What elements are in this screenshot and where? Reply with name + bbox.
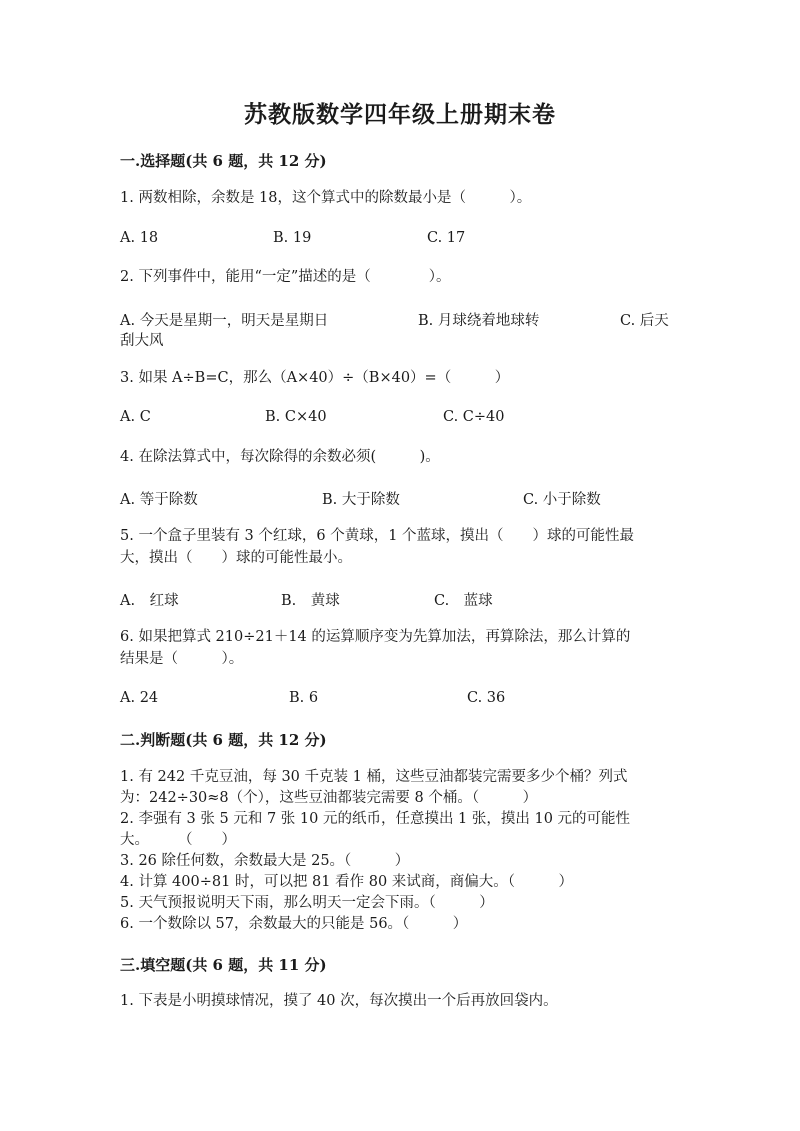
option-c: C. 36: [467, 690, 506, 706]
question-text-wrap: 大，摸出（ ）球的可能性最小。: [120, 550, 352, 566]
option-a: A. 今天是星期一，明天是星期日: [120, 313, 329, 329]
question-text: 5. 一个盒子里装有 3 个红球，6 个黄球，1 个蓝球，摸出（ ）球的可能性最: [120, 528, 635, 544]
option-a: A. 等于除数: [120, 492, 198, 508]
question-text-wrap: 结果是（ ）。: [120, 651, 244, 667]
option-b: B. 月球绕着地球转: [418, 313, 540, 329]
option-c: C. 蓝球: [434, 593, 493, 609]
judgment-line: 3. 26 除任何数，余数最大是 25。（ ）: [120, 853, 410, 869]
judgment-line: 5. 天气预报说明天下雨，那么明天一定会下雨。（ ）: [120, 895, 494, 911]
option-b: B. 6: [289, 690, 319, 706]
option-a: A. C: [120, 409, 151, 425]
option-a: A. 18: [120, 230, 159, 246]
question-text: 4. 在除法算式中，每次除得的余数必须( )。: [120, 449, 440, 465]
option-b: B. 大于除数: [322, 492, 400, 508]
fill-question-text: 1. 下表是小明摸球情况，摸了 40 次，每次摸出一个后再放回袋内。: [120, 993, 558, 1009]
page-title: 苏教版数学四年级上册期末卷: [244, 101, 556, 128]
option-c: C. 17: [427, 230, 466, 246]
option-b: B. 19: [273, 230, 312, 246]
option-a: A. 红球: [120, 593, 179, 609]
option-c: C. 后天: [620, 313, 669, 329]
judgment-line: 大。 （ ）: [120, 832, 236, 848]
option-b: B. 黄球: [281, 593, 340, 609]
option-b: B. C×40: [265, 409, 327, 425]
question-text: 1. 两数相除，余数是 18，这个算式中的除数最小是（ ）。: [120, 190, 532, 206]
section-heading-judgment: 二.判断题(共 6 题，共 12 分): [120, 731, 327, 749]
question-text: 3. 如果 A÷B=C，那么（A×40）÷（B×40）=（ ）: [120, 370, 510, 386]
section-heading-choice: 一.选择题(共 6 题，共 12 分): [120, 152, 327, 170]
judgment-line: 2. 李强有 3 张 5 元和 7 张 10 元的纸币，任意摸出 1 张，摸出 10 元的可能性: [120, 811, 631, 827]
judgment-line: 6. 一个数除以 57，余数最大的只能是 56。（ ）: [120, 916, 468, 932]
section-heading-fill: 三.填空题(共 6 题，共 11 分): [120, 956, 327, 974]
option-c-wrap: 刮大风: [120, 333, 164, 349]
option-c: C. 小于除数: [523, 492, 601, 508]
option-c: C. C÷40: [443, 409, 505, 425]
judgment-line: 4. 计算 400÷81 时，可以把 81 看作 80 来试商，商偏大。（ ）: [120, 874, 574, 890]
judgment-line: 为：242÷30≈8（个），这些豆油都装完需要 8 个桶。（ ）: [120, 790, 538, 806]
judgment-line: 1. 有 242 千克豆油，每 30 千克装 1 桶，这些豆油都装完需要多少个桶？列式: [120, 769, 628, 785]
question-text: 6. 如果把算式 210÷21＋14 的运算顺序变为先算加法，再算除法，那么计算的: [120, 629, 631, 645]
option-a: A. 24: [120, 690, 159, 706]
question-text: 2. 下列事件中，能用“一定”描述的是（ ）。: [120, 269, 451, 285]
